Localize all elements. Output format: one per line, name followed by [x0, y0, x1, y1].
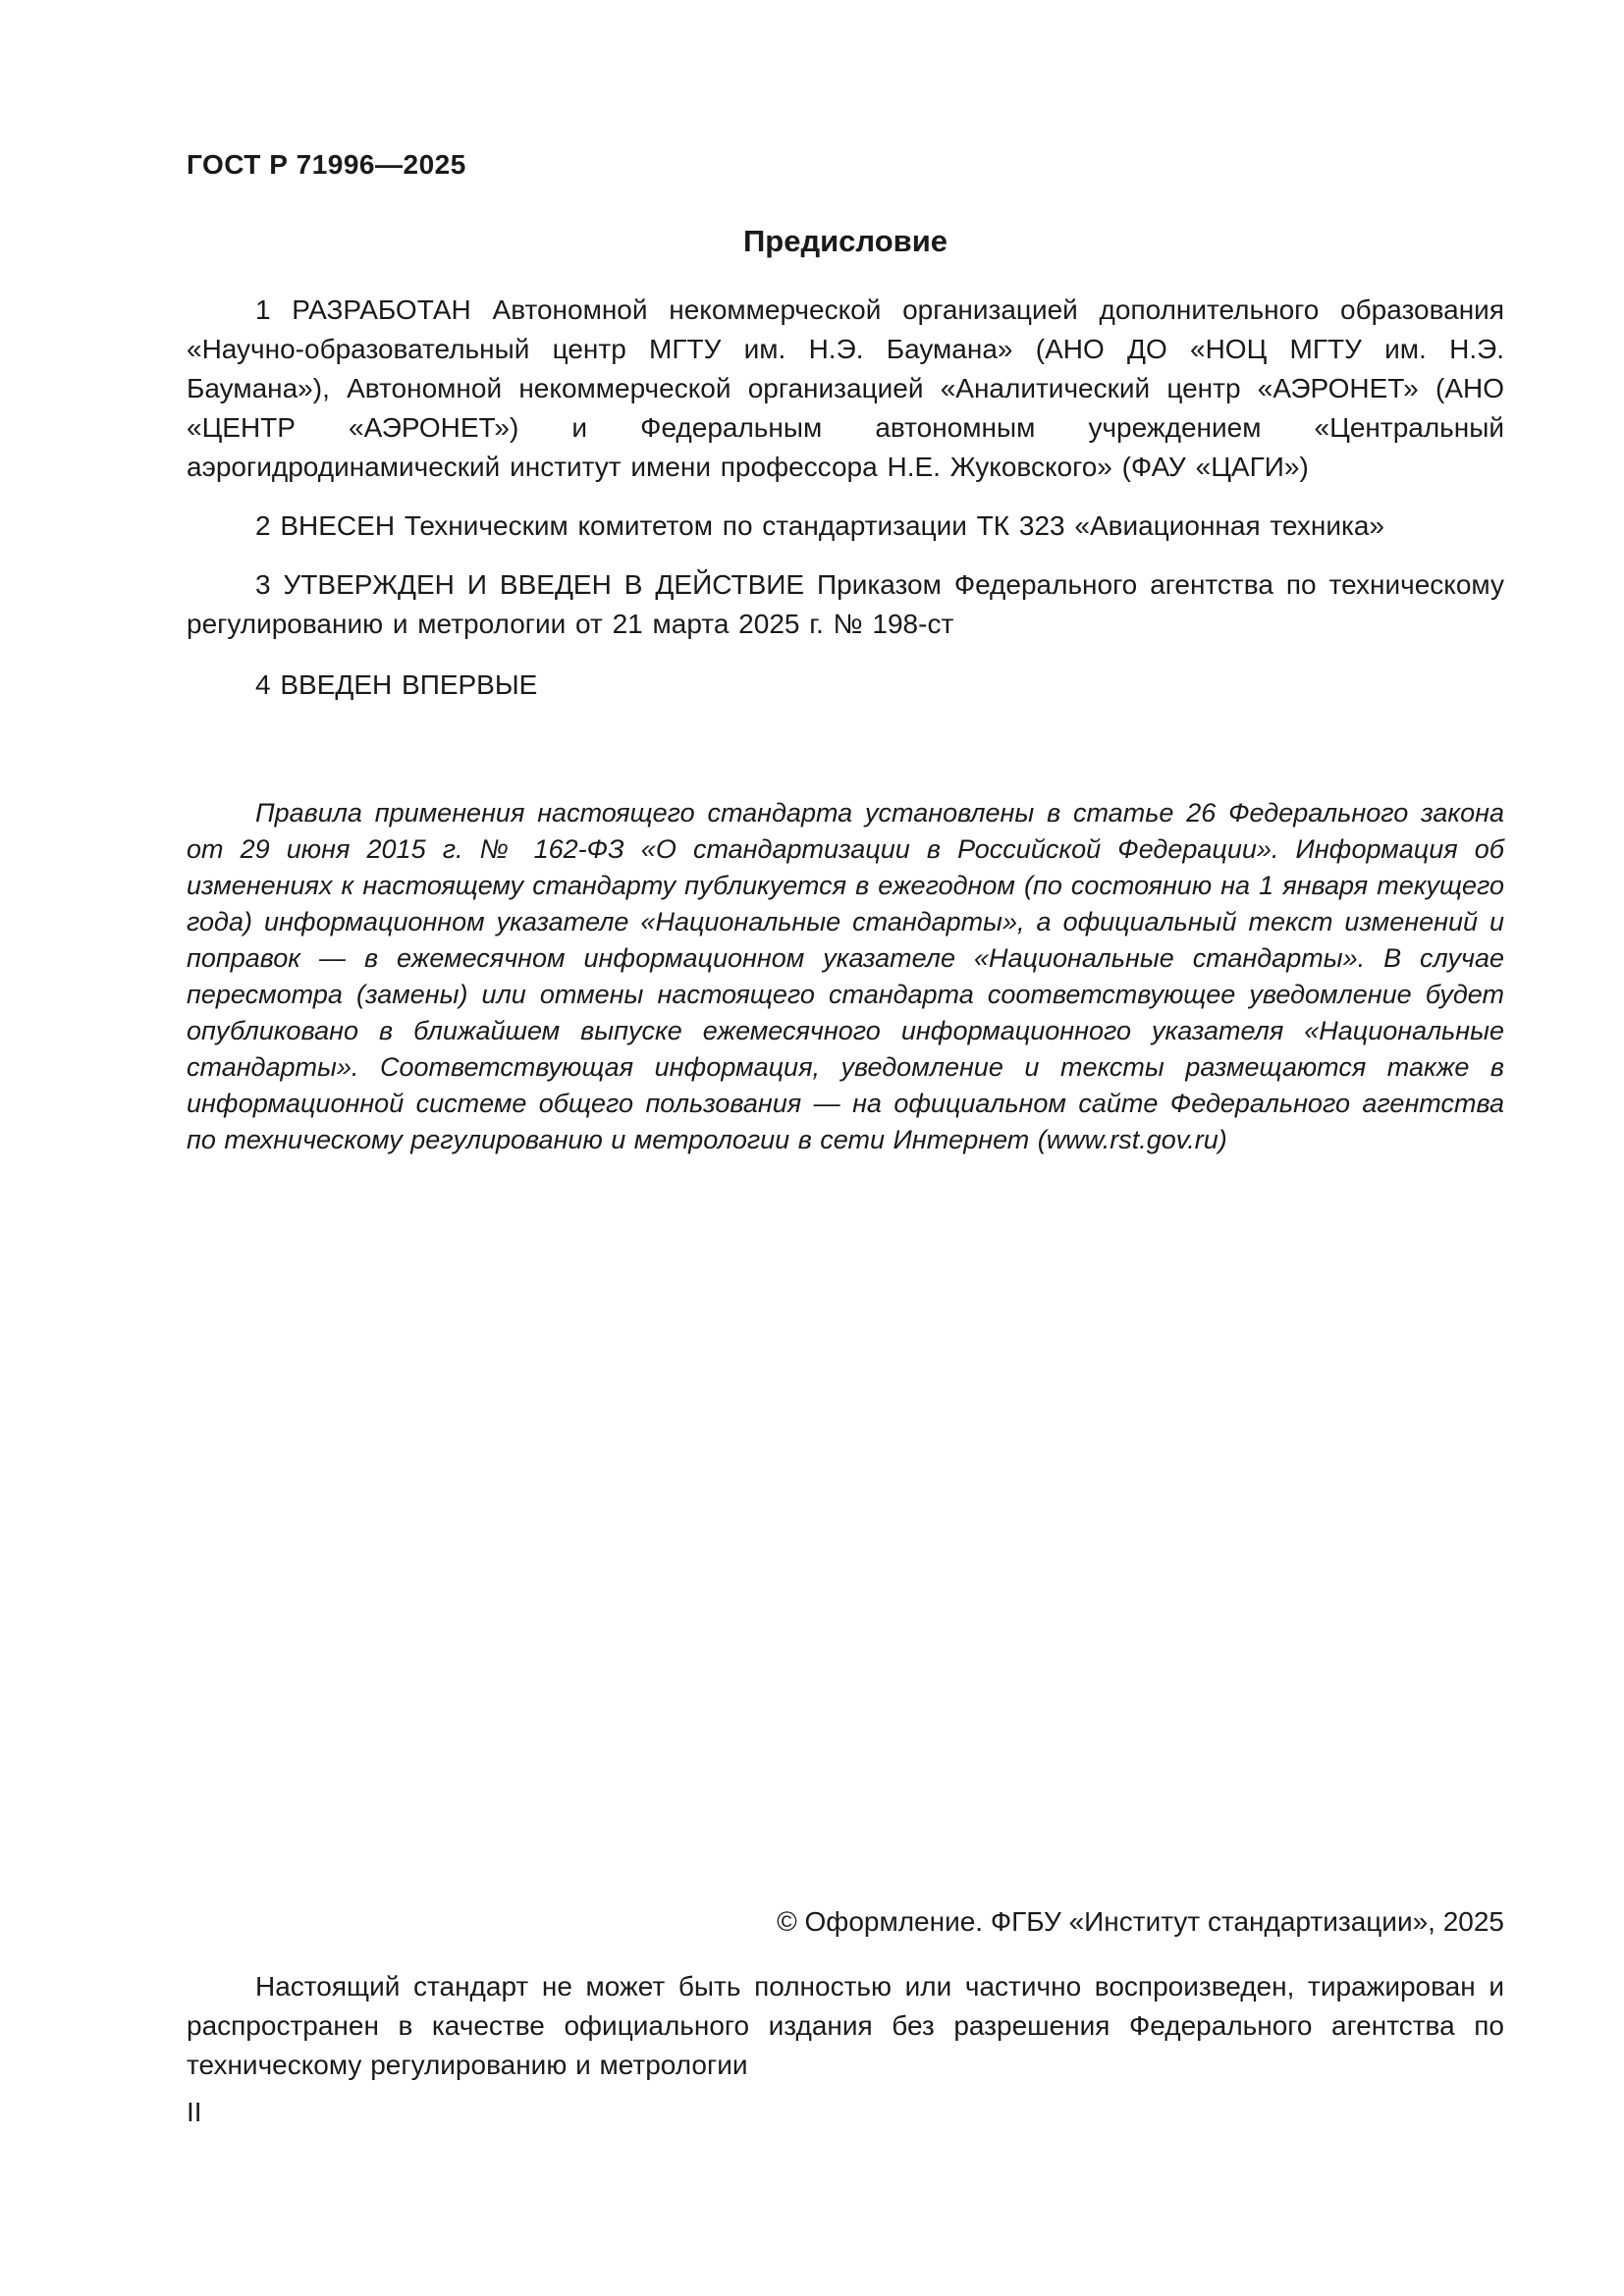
reproduction-restriction: Настоящий стандарт не может быть полностью или частично воспроизведен, тиражирован и распространен в качестве официального издания без разрешения Федерального агентства по техническому регулированию и метрологии: [187, 1971, 1504, 2080]
document-code: ГОСТ Р 71996—2025: [187, 149, 466, 180]
foreword-item-approved: 3 УТВЕРЖДЕН И ВВЕДЕН В ДЕЙСТВИЕ Приказом Федерального агентства по техническому регулированию и метрологии от 21 марта 2025 г. № 198-ст: [187, 569, 1504, 639]
copyright-line: © Оформление. ФГБУ «Институт стандартизации», 2025: [777, 1906, 1504, 1937]
page-title: Предисловие: [742, 224, 947, 258]
legal-notice: Правила применения настоящего стандарта установлены в статье 26 Федерального закона от 29 июня 2015 г. № 162-ФЗ «О стандартизации в Российской Федерации». Информация об изменениях к настоящему стандарту публикуется в ежегодном (по состоянию на 1 января текущего года) информационном указателе «Национальные стандарты», а официальный текст изменений и поправок — в ежемесячном информационном указателе «Национальные стандарты». В случае пересмотра (замены) или отмены настоящего стандарта соответствующее уведомление будет опубликовано в ближайшем выпуске ежемесячного информационного указателя «Национальные стандарты». Соответствующая информация, уведомление и тексты размещаются также в информационной системе общего пользования — на официальном сайте Федерального агентства по техническому регулированию и метрологии в сети Интернет (www.rst.gov.ru): [187, 798, 1504, 1154]
foreword-item-developed: 1 РАЗРАБОТАН Автономной некоммерческой организацией дополнительного образования «Научно-образовательный центр МГТУ им. Н.Э. Баумана» (АНО ДО «НОЦ МГТУ им. Н.Э. Баумана»), Автономной некоммерческой организацией «Аналитический центр «АЭРОНЕТ» (АНО «ЦЕНТР «АЭРОНЕТ») и Федеральным автономным учреждением «Центральный аэрогидродинамический институт имени профессора Н.Е. Жуковского» (ФАУ «ЦАГИ»): [187, 294, 1504, 482]
foreword-item-first-introduced: 4 ВВЕДЕН ВПЕРВЫЕ: [255, 669, 538, 700]
foreword-item-submitted: 2 ВНЕСЕН Техническим комитетом по стандартизации ТК 323 «Авиационная техника»: [255, 510, 1384, 541]
page-number: II: [187, 2097, 202, 2127]
